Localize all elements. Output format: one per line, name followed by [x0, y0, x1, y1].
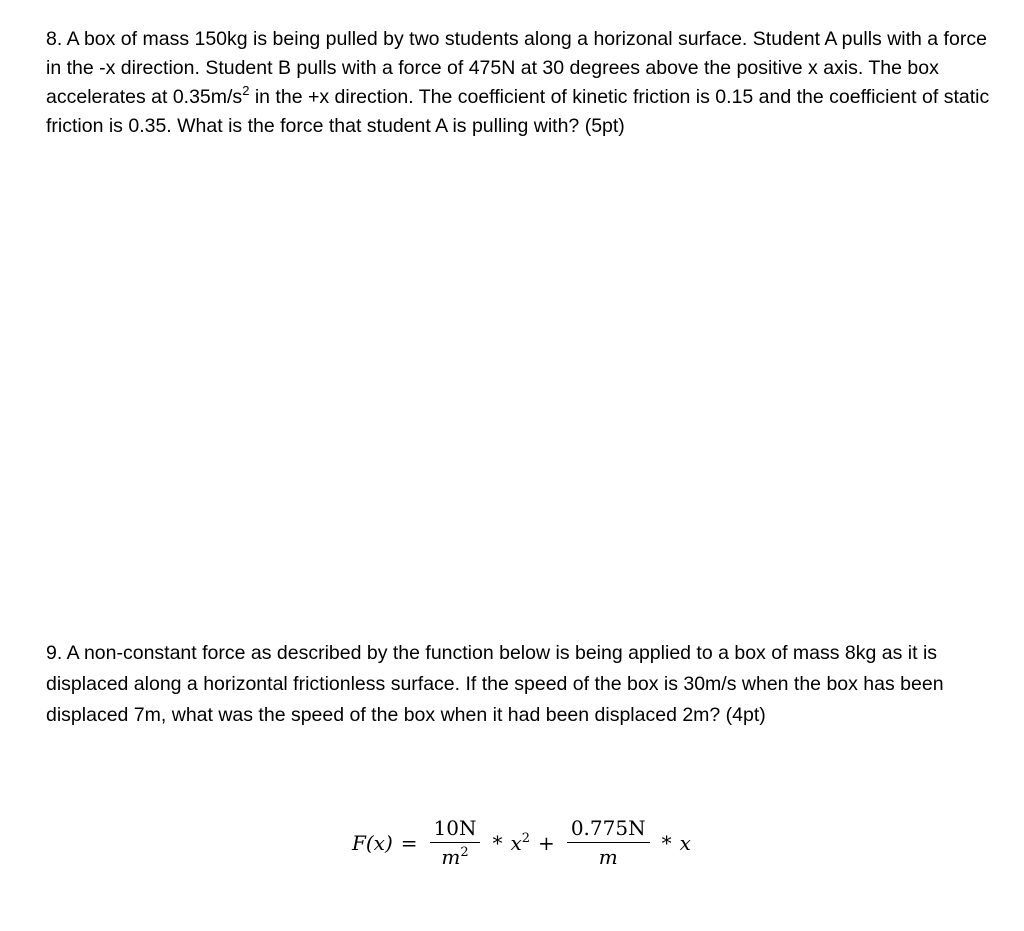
formula-times-1: *	[492, 830, 503, 855]
question-8-superscript: 2	[242, 83, 250, 98]
formula-lhs: F(x)	[352, 830, 393, 855]
fraction-1-denominator-base: m	[441, 845, 461, 869]
question-8-text	[46, 25, 996, 141]
formula-x-squared	[510, 831, 530, 855]
fraction-1-numerator: 10N	[430, 816, 481, 843]
question-8-text-before: 8. A box of mass 150kg is being pulled by two students along a horizonal surface. Student A pulls with a force in the -x direction. Student B pulls with a force of 475N at 30 degrees above the positive x axis. The box accelerates at 0.35m/s	[46, 28, 987, 108]
force-formula	[352, 816, 691, 869]
fraction-2-denominator: m	[598, 845, 618, 869]
formula-equals: =	[400, 830, 418, 855]
question-9-text: 9. A non-constant force as described by the function below is being applied to a box of mass 8kg as it is displaced along a horizontal frictionless surface. If the speed of the box is 30m/s when the box has been displaced 7m, what was the speed of the box when it had been displaced 2m? (4pt)	[46, 642, 944, 726]
x-squared-exponent: 2	[521, 830, 531, 846]
formula-fraction-2	[567, 816, 650, 869]
fraction-2-numerator: 0.775N	[567, 816, 650, 843]
formula-plus: +	[538, 830, 555, 855]
x-squared-base: x	[510, 830, 522, 855]
fraction-1-denominator	[437, 843, 472, 869]
formula-times-2: *	[661, 830, 672, 855]
formula-x: x	[679, 830, 691, 855]
fraction-1-denominator-exponent: 2	[460, 845, 469, 860]
formula-fraction-1	[430, 816, 481, 869]
question-8-text-after: in the +x direction. The coefficient of kinetic friction is 0.15 and the coefficient of static friction is 0.35. What is the force that student A is pulling with? (5pt)	[46, 86, 990, 137]
